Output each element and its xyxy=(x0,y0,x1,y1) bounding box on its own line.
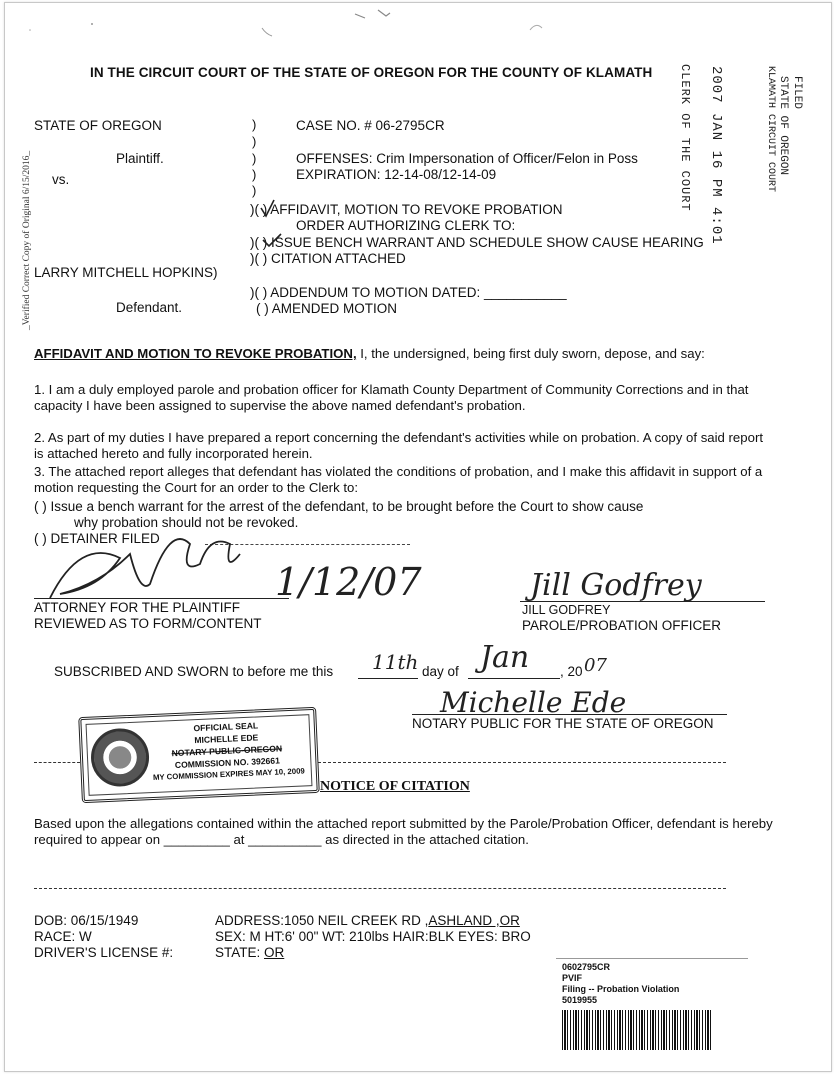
notary-signature-handwritten: Michelle Ede xyxy=(440,686,627,719)
officer-title: PAROLE/PROBATION OFFICER xyxy=(522,618,722,633)
scan-artifacts xyxy=(0,0,834,50)
label-code: PVIF xyxy=(562,973,583,983)
option-citation: )( ) CITATION ATTACHED xyxy=(250,251,406,266)
case-number: CASE NO. # 06-2795CR xyxy=(296,118,445,133)
divider-citation xyxy=(34,888,726,889)
divider-right xyxy=(318,762,726,763)
label-case: 0602795CR xyxy=(562,962,611,972)
affidavit-intro xyxy=(34,346,774,362)
attorney-line xyxy=(34,598,289,599)
license-state-value: OR xyxy=(264,945,285,960)
divider-left xyxy=(34,762,80,763)
physical-description: SEX: M HT:6' 00" WT: 210lbs HAIR:BLK EYES: BRO xyxy=(215,929,531,944)
seal-line-4: COMMISSION NO. 392661 xyxy=(174,755,281,771)
option-bench-warrant: )( ) ISSUE BENCH WARRANT AND SCHEDULE SHOW CAUSE HEARING xyxy=(250,235,704,250)
option-amended: ( ) AMENDED MOTION xyxy=(256,301,397,316)
svg-text:): ) xyxy=(252,117,257,132)
stamp-date: 2007 JAN 16 PM 4:01 xyxy=(708,66,724,245)
label-top-line xyxy=(556,958,748,959)
court-heading: IN THE CIRCUIT COURT OF THE STATE OF OREGON FOR THE COUNTY OF KLAMATH xyxy=(90,65,653,80)
caption-defendant-name: LARRY MITCHELL HOPKINS) xyxy=(34,265,218,280)
attorney-label: ATTORNEY FOR THE PLAINTIFF xyxy=(34,600,241,615)
label-number: 5019955 xyxy=(562,995,598,1005)
officer-name: JILL GODFREY xyxy=(522,603,611,617)
year-handwritten: 07 xyxy=(584,655,607,676)
citation-title: NOTICE OF CITATION xyxy=(320,779,470,794)
affidavit-title: AFFIDAVIT AND MOTION TO REVOKE PROBATION, xyxy=(34,346,357,361)
option-affidavit: )( ) AFFIDAVIT, MOTION TO REVOKE PROBATION xyxy=(250,202,563,217)
notary-line xyxy=(412,714,727,715)
option-issue-warrant: ( ) Issue a bench warrant for the arrest of the defendant, to be brought before the Court to show cause xyxy=(34,499,644,514)
notary-seal xyxy=(78,707,320,803)
affidavit-paragraph-1: 1. I am a duly employed parole and probation officer for Klamath County Department of Community Corrections and in that capacity I have been assigned to supervise the above named defendant's probation. xyxy=(34,382,749,413)
stamp-court: KLAMATH CIRCUIT COURT xyxy=(765,66,776,193)
affidavit-intro-text: I, the undersigned, being first duly sworn, depose, and say: xyxy=(356,346,705,361)
day-of: day of xyxy=(422,664,459,679)
svg-text:): ) xyxy=(252,183,257,198)
affidavit-paragraph-3: 3. The attached report alleges that defendant has violated the conditions of probation, and I make this affidavit in support of a motion requesting the Court for an order to the Clerk to: xyxy=(34,464,763,495)
notary-title: NOTARY PUBLIC FOR THE STATE OF OREGON xyxy=(412,716,714,731)
caption-vs: vs. xyxy=(52,172,70,187)
option-detainer: ( ) DETAINER FILED xyxy=(34,531,160,546)
verification-note: _Verified Correct Copy of Original 6/15/2016_ xyxy=(22,150,32,330)
check-marks-caption xyxy=(255,196,295,256)
caption-plaintiff: Plaintiff. xyxy=(116,151,164,166)
stamp-state: STATE OF OREGON xyxy=(777,76,789,176)
year-prefix: , 20 xyxy=(560,664,583,679)
officer-signature-handwritten: Jill Godfrey xyxy=(530,568,702,603)
address-street: ADDRESS:1050 NEIL CREEK RD , xyxy=(215,913,429,928)
license-state-label: STATE: xyxy=(215,945,265,960)
race: RACE: W xyxy=(34,929,92,944)
option-addendum: )( ) ADDENDUM TO MOTION DATED: ___________ xyxy=(250,285,567,300)
month-handwritten: Jan xyxy=(480,640,530,675)
stamp-clerk: CLERK OF THE COURT xyxy=(678,64,692,212)
barcode xyxy=(562,1010,712,1050)
affidavit-paragraph-2: 2. As part of my duties I have prepared a report concerning the defendant's activities while on probation. A copy of said report is attached hereto and fully incorporated herein. xyxy=(34,430,763,461)
expiration: EXPIRATION: 12-14-08/12-14-09 xyxy=(296,167,497,182)
citation-text: Based upon the allegations contained within the attached report submitted by the Parole/Probation Officer, defendant is hereby required to appear on _________ at __________ as directed in the attached citation. xyxy=(34,816,773,847)
option-order: ORDER AUTHORIZING CLERK TO: xyxy=(296,218,516,233)
offenses: OFFENSES: Crim Impersonation of Officer/Felon in Poss xyxy=(296,151,638,166)
stamp-filed: FILED xyxy=(791,76,803,110)
day-handwritten: 11th xyxy=(372,650,419,674)
day-line xyxy=(358,678,418,679)
seal-line-3: NOTARY PUBLIC-OREGON xyxy=(171,743,283,759)
svg-text:): ) xyxy=(252,167,257,182)
officer-line xyxy=(520,601,765,602)
option-issue-warrant-cont: why probation should not be revoked. xyxy=(74,515,299,530)
svg-text:): ) xyxy=(252,151,257,166)
seal-line-5: MY COMMISSION EXPIRES MAY 10, 2009 xyxy=(152,766,305,783)
address xyxy=(215,913,520,928)
seal-line-1: OFFICIAL SEAL xyxy=(193,720,259,734)
svg-text:): ) xyxy=(252,134,257,149)
seal-line-2: MICHELLE EDE xyxy=(194,732,259,746)
caption-state: STATE OF OREGON xyxy=(34,118,162,133)
caption-defendant: Defendant. xyxy=(116,300,183,315)
month-line xyxy=(468,678,560,679)
license-state xyxy=(215,945,284,960)
sworn-prefix: SUBSCRIBED AND SWORN to before me this xyxy=(54,664,334,679)
label-filing: Filing -- Probation Violation xyxy=(562,984,680,994)
address-city: ASHLAND ,OR xyxy=(428,913,520,928)
reviewed-label: REVIEWED AS TO FORM/CONTENT xyxy=(34,616,262,631)
dob: DOB: 06/15/1949 xyxy=(34,913,139,928)
attorney-date-handwritten: 1/12/07 xyxy=(275,560,422,604)
drivers-license: DRIVER'S LICENSE #: xyxy=(34,945,174,960)
